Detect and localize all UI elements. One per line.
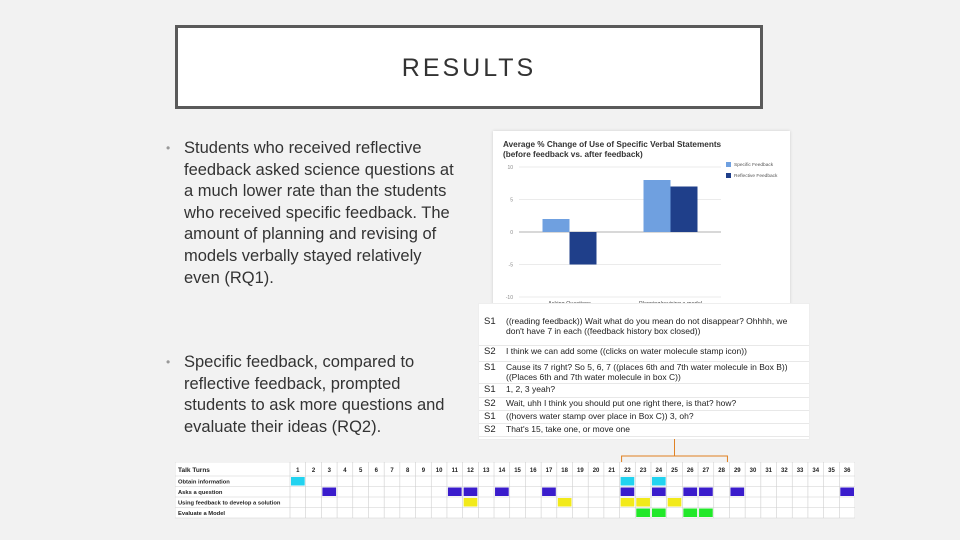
grid-header-label: Talk Turns <box>178 467 210 474</box>
turn-number: 20 <box>592 468 600 474</box>
grid-cell-filled <box>464 488 478 497</box>
chart-title-line: (before feedback vs. after feedback) <box>503 150 643 159</box>
bullet-dot: • <box>166 141 171 155</box>
utterance-text: ((reading feedback)) Wait what do you mean do not disappear? Ohhhh, we don't have 7 in each ((feedback history box closed)) <box>506 316 788 336</box>
grid-cell-filled <box>730 488 744 497</box>
y-tick-label: -10 <box>505 295 513 301</box>
slide-title: RESULTS <box>401 54 537 82</box>
turn-number: 26 <box>686 468 694 474</box>
speaker-label: S2 <box>484 398 496 409</box>
turn-number: 27 <box>702 468 710 474</box>
bullet-dot: • <box>166 355 171 369</box>
chart-title-line: Average % Change of Use of Specific Verbal Statements <box>503 140 722 149</box>
turn-number: 25 <box>671 468 678 474</box>
bullet-text: Students who received reflective feedback asked science questions at a much lower rate than the students who received specific feedback. The amount of planning and revising of models verbally stayed relatively even (RQ1). <box>184 139 454 287</box>
speaker-label: S1 <box>484 362 496 373</box>
turn-number: 22 <box>624 468 631 474</box>
utterance-text: 1, 2, 3 yeah? <box>506 384 556 394</box>
grid-row-label: Obtain information <box>178 479 230 486</box>
grid-cell-filled <box>652 488 666 497</box>
y-tick-label: 10 <box>507 165 513 171</box>
grid-row-label: Evaluate a Model <box>178 511 226 517</box>
utterance-text: ((hovers water stamp over place in Box C)) 3, oh? <box>506 411 694 421</box>
turn-number: 14 <box>498 468 506 474</box>
turn-number: 21 <box>608 468 616 474</box>
turn-number: 5 <box>358 468 363 474</box>
grid-cell-filled <box>448 488 462 497</box>
grid-cell-filled <box>699 488 713 497</box>
grid-cell-filled <box>322 488 336 497</box>
utterance-text: Wait, uhh I think you should put one right there, is that? how? <box>506 398 737 408</box>
grid-cell-filled <box>840 488 854 497</box>
turn-number: 33 <box>796 468 804 474</box>
turn-number: 29 <box>733 468 741 474</box>
turn-number: 6 <box>374 468 378 474</box>
turn-number: 34 <box>812 468 820 474</box>
grid-cell-filled <box>683 509 697 518</box>
turn-number: 9 <box>421 468 426 474</box>
turn-number: 16 <box>529 468 537 474</box>
turn-number: 35 <box>828 468 835 474</box>
y-tick-label: -5 <box>508 262 513 269</box>
turn-number: 3 <box>327 468 331 474</box>
turn-number: 13 <box>482 468 490 474</box>
turn-number: 17 <box>545 468 553 474</box>
turn-number: 31 <box>765 468 773 474</box>
turn-number: 2 <box>311 468 316 474</box>
turn-number: 24 <box>655 468 663 474</box>
speaker-label: S1 <box>484 316 496 327</box>
speaker-label: S1 <box>484 384 496 395</box>
legend-label: Reflective Feedback <box>734 174 778 179</box>
grid-row-label: Asks a question <box>178 490 223 496</box>
utterance-text: I think we can add some ((clicks on water molecule stamp icon)) <box>506 346 747 356</box>
grid-row-label: Using feedback to develop a solution <box>178 500 281 507</box>
turn-number: 28 <box>718 468 725 474</box>
utterance-text: That's 15, take one, or move one <box>506 424 631 434</box>
turn-number: 11 <box>451 468 458 474</box>
y-tick-label: 0 <box>510 230 513 236</box>
turn-number: 1 <box>296 468 300 474</box>
turn-number: 32 <box>781 468 788 474</box>
grid-cell-filled <box>636 509 650 518</box>
speaker-label: S2 <box>484 346 496 357</box>
grid-cell-filled <box>495 488 509 497</box>
turn-number: 7 <box>390 468 394 474</box>
legend-label: Specific Feedback <box>734 163 774 168</box>
grid-cell-filled <box>652 477 666 486</box>
grid-cell-filled <box>464 498 478 507</box>
grid-cell-filled <box>621 488 635 497</box>
grid-cell-filled <box>683 488 697 497</box>
turn-number: 36 <box>843 468 851 474</box>
turn-number: 30 <box>749 468 757 474</box>
talk-turns-grid <box>175 462 855 526</box>
bullet-text: Specific feedback, compared to reflective feedback, prompted students to ask more questions and evaluate their ideas (RQ2). <box>184 353 445 436</box>
grid-cell-filled <box>542 488 556 497</box>
grid-cell-filled <box>558 498 572 507</box>
speaker-label: S2 <box>484 424 496 435</box>
utterance-text: Cause its 7 right? So 5, 6, 7 ((places 6th and 7th water molecule in Box B)) ((Places 6th and 7th water molecule in box C)) <box>506 362 788 382</box>
turn-number: 23 <box>639 468 647 474</box>
grid-cell-filled <box>668 498 682 507</box>
grid-cell-filled <box>621 477 635 486</box>
turn-number: 12 <box>467 468 474 474</box>
grid-cell-filled <box>636 498 650 507</box>
grid-cell-filled <box>621 498 635 507</box>
turn-number: 8 <box>406 468 410 474</box>
turn-number: 19 <box>577 468 584 474</box>
turn-number: 4 <box>343 468 347 474</box>
y-tick-label: 5 <box>510 197 513 204</box>
speaker-label: S1 <box>484 411 496 422</box>
grid-cell-filled <box>699 509 713 518</box>
grid-cell-filled <box>291 477 305 486</box>
turn-number: 15 <box>514 468 521 474</box>
turn-number: 18 <box>561 468 568 474</box>
turn-number: 10 <box>435 468 443 474</box>
grid-cell-filled <box>652 509 666 518</box>
